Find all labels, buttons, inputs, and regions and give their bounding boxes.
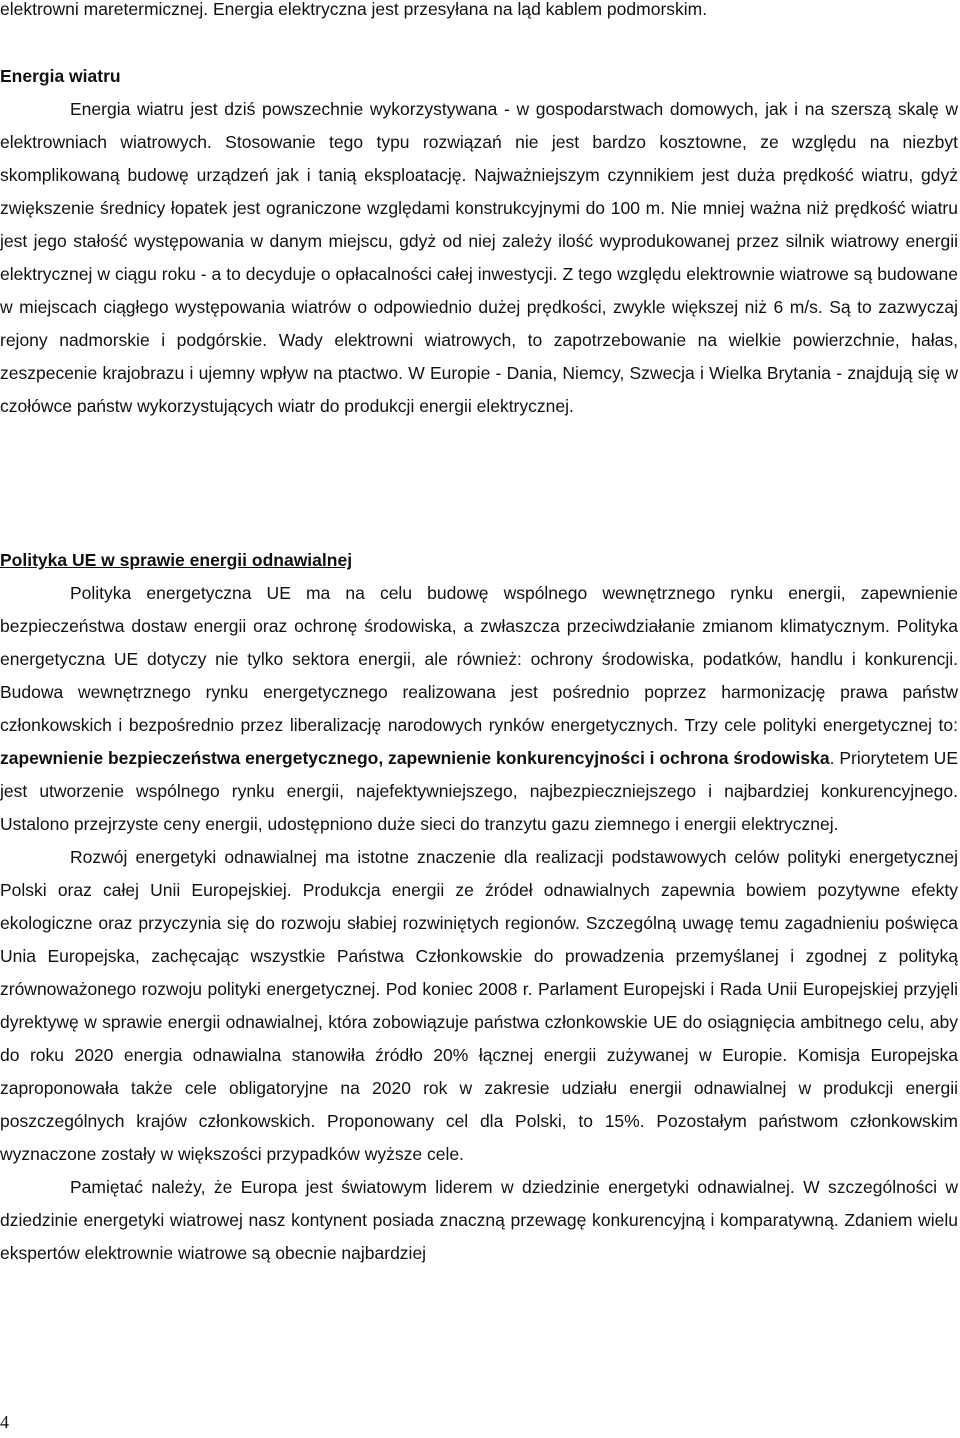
wind-energy-heading: Energia wiatru	[0, 66, 121, 86]
eu-policy-paragraph-3: Pamiętać należy, że Europa jest światowym liderem w dziedzinie energetyki odnawialnej. W szczególności w dziedzinie energetyki wiatrowej nasz kontynent posiada znaczną przewagę konkurencyjną i komparatywną. Zdaniem wielu ekspertów elektrownie wiatrowe są obecnie najbardziej	[0, 1177, 958, 1263]
intro-paragraph: elektrowni maretermicznej. Energia elektryczna jest przesyłana na ląd kablem podmorskim.	[0, 0, 708, 19]
wind-energy-section	[0, 60, 958, 423]
eu-policy-paragraph-2: Rozwój energetyki odnawialnej ma istotne znaczenie dla realizacji podstawowych celów polityki energetycznej Polski oraz całej Unii Europejskiej. Produkcja energii ze źródeł odnawialnych zapewnia bowiem pozytywne efekty ekologiczne oraz przyczynia się do rozwoju słabiej rozwiniętych regionów. Szczególną uwagę temu zagadnieniu poświęca Unia Europejska, zachęcając wszystkie Państwa Członkowskie do prowadzenia przemyślanej i zgodnej z polityką zrównoważonego rozwoju polityki energetycznej. Pod koniec 2008 r. Parlament Europejski i Rada Unii Europejskiej przyjęli dyrektywę w sprawie energii odnawialnej, która zobowiązuje państwa członkowskie UE do osiągnięcia ambitnego celu, aby do roku 2020 energia odnawialna stanowiła źródło 20% łącznej energii zużywanej w Europie. Komisja Europejska zaproponowała także cele obligatoryjne na 2020 rok w zakresie udziału energii odnawialnej w produkcji energii poszczególnych krajów członkowskich. Proponowany cel dla Polski, to 15%. Pozostałym państwom członkowskim wyznaczone zostały w większości przypadków wyższe cele.	[0, 847, 958, 1164]
eu-policy-heading: Polityka UE w sprawie energii odnawialnej	[0, 550, 353, 570]
page-number: 4	[0, 1412, 9, 1432]
eu-policy-paragraph-1-start: Polityka energetyczna UE ma na celu budowę wspólnego wewnętrznego rynku energii, zapewnienie bezpieczeństwa dostaw energii oraz ochronę środowiska, a zwłaszcza przeciwdziałanie zmianom klimatycznym. Polityka energetyczna UE dotyczy nie tylko sektora energii, ale również: ochrony środowiska, podatków, handlu i konkurencji. Budowa wewnętrznego rynku energetycznego realizowana jest pośrednio poprzez harmonizację prawa państw członkowskich i bezpośrednio przez liberalizację narodowych rynków energetycznych. Trzy cele polityki energetycznej to:	[0, 583, 958, 735]
intro-section	[0, 0, 958, 26]
eu-policy-paragraph-1-end: . Priorytetem UE jest utworzenie wspólnego rynku energii, najefektywniejszego, najbezpieczniejszego i najbardziej konkurencyjnego. Ustalono przejrzyste ceny energii, udostępniono duże sieci do tranzytu gazu ziemnego i energii elektrycznej.	[0, 748, 958, 834]
eu-policy-section	[0, 544, 958, 1270]
eu-policy-paragraph-1	[0, 577, 958, 841]
wind-energy-paragraph: Energia wiatru jest dziś powszechnie wykorzystywana - w gospodarstwach domowych, jak i na szerszą skalę w elektrowniach wiatrowych. Stosowanie tego typu rozwiązań nie jest bardzo kosztowne, ze względu na niezbyt skomplikowaną budowę urządzeń jak i tanią eksploatację. Najważniejszym czynnikiem jest duża prędkość wiatru, gdyż zwiększenie średnicy łopatek jest ograniczone względami konstrukcyjnymi do 100 m. Nie mniej ważna niż prędkość wiatru jest jego stałość występowania w danym miejscu, gdyż od niej zależy ilość wyprodukowanej przez silnik wiatrowy energii elektrycznej w ciągu roku - a to decyduje o opłacalności całej inwestycji. Z tego względu elektrownie wiatrowe są budowane w miejscach ciągłego występowania wiatrów o odpowiednio dużej prędkości, zwykle większej niż 6 m/s. Są to zazwyczaj rejony nadmorskie i podgórskie. Wady elektrowni wiatrowych, to zapotrzebowanie na wielkie powierzchnie, hałas, zeszpecenie krajobrazu i ujemny wpływ na ptactwo. W Europie - Dania, Niemcy, Szwecja i Wielka Brytania - znajdują się w czołówce państw wykorzystujących wiatr do produkcji energii elektrycznej.	[0, 99, 958, 416]
eu-policy-goals-bold: zapewnienie bezpieczeństwa energetycznego, zapewnienie konkurencyjności i ochrona środowiska	[0, 748, 830, 768]
